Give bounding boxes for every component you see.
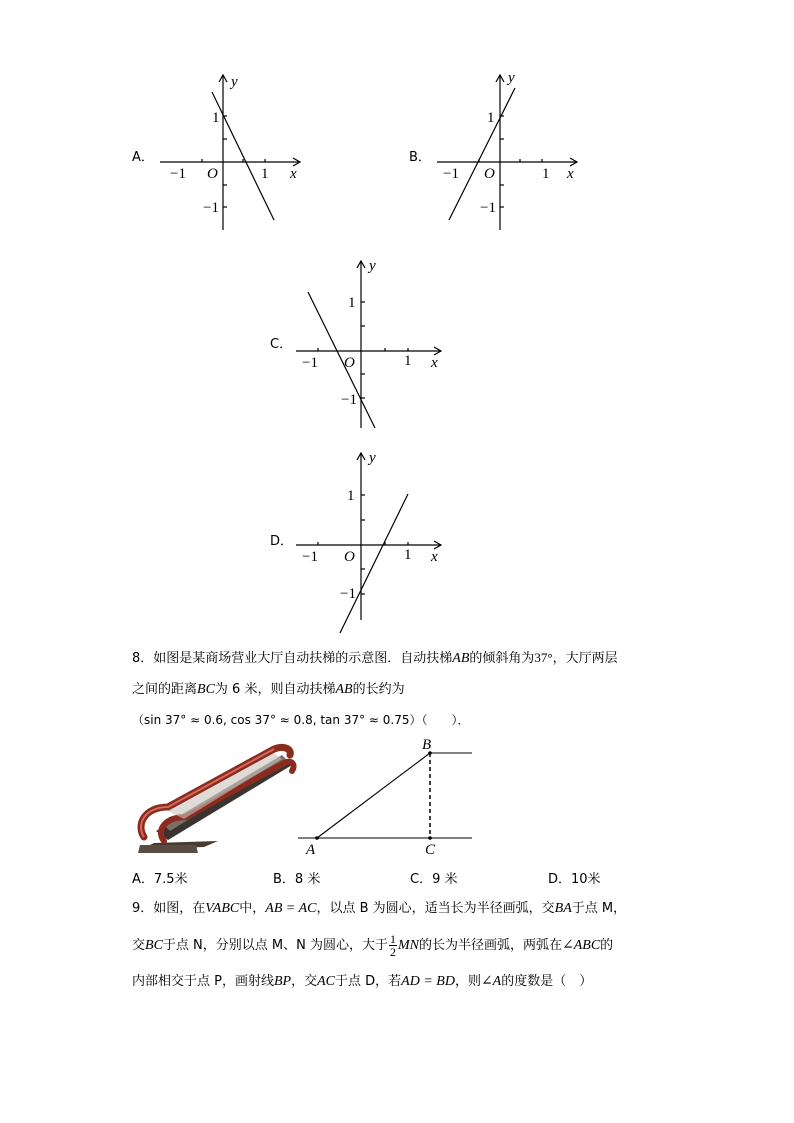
q9-line-1: 9．如图，在VABC中，AB = AC，以点 B 为圆心，适当长为半径画弧，交BA于点 M， [132,901,627,916]
option-a-label: A． [132,150,154,165]
svg-text:−1: −1 [302,355,318,371]
svg-text:O: O [344,355,355,371]
svg-text:y: y [508,70,515,86]
graph-option-d [296,448,444,638]
svg-text:−1: −1 [341,392,357,408]
svg-text:x: x [290,166,297,182]
svg-text:x: x [431,355,438,371]
escalator-diagram [298,735,476,859]
svg-text:1: 1 [347,488,355,504]
svg-text:1: 1 [404,353,412,369]
svg-text:O: O [484,166,495,182]
svg-text:−1: −1 [170,166,186,182]
option-d-label: D． [270,534,294,549]
svg-text:−1: −1 [443,166,459,182]
svg-text:−1: −1 [302,549,318,565]
svg-text:y: y [369,450,376,466]
svg-text:1: 1 [348,295,356,311]
svg-text:y: y [231,74,238,90]
svg-text:y: y [369,258,376,274]
graph-option-a [160,70,305,235]
q9-line-2: 交BC于点 N，分别以点 M、N 为圆心，大于 $\frac{1}{2}$ MN的长为半径画弧，两弧在∠ABC的 [132,932,614,959]
svg-text:1: 1 [404,547,412,563]
q8-answer-d: D．10米 [548,872,601,887]
svg-text:O: O [344,549,355,565]
q8-answer-c: C．9 米 [410,872,458,887]
option-c-label: C． [270,337,293,352]
svg-text:B: B [422,737,432,753]
graph-option-c [296,256,444,431]
svg-text:1: 1 [542,166,550,182]
svg-text:O: O [207,166,218,182]
option-b-label: B． [409,150,431,165]
escalator-photo [134,745,296,857]
q8-answer-b: B．8 米 [273,872,321,887]
svg-text:C: C [425,842,436,858]
svg-text:x: x [567,166,574,182]
svg-text:1: 1 [212,110,220,126]
svg-text:−1: −1 [480,200,496,216]
svg-text:1: 1 [487,110,495,126]
svg-text:x: x [431,549,438,565]
graph-option-b [437,70,582,235]
svg-text:−1: −1 [340,586,356,602]
svg-text:A: A [306,842,316,858]
q8-line-2: 之间的距离BC为 6 米，则自动扶梯AB的长约为 [132,682,405,697]
svg-text:1: 1 [261,166,269,182]
q8-line-1: 8．如图是某商场营业大厅自动扶梯的示意图．自动扶梯AB的倾斜角为37°，大厅两层 [132,650,618,666]
fraction-half: $\frac{1}{2}$ [389,932,396,959]
svg-text:−1: −1 [203,200,219,216]
q8-trig-hint: （sin 37° ≈ 0.6, cos 37° ≈ 0.8, tan 37° ≈ 0.75）（ ）． [132,713,470,727]
q9-line-3: 内部相交于点 P，画射线BP，交AC于点 D，若AD = BD，则∠A的度数是（ ） [132,974,593,989]
q8-answer-a: A．7.5米 [132,872,188,887]
